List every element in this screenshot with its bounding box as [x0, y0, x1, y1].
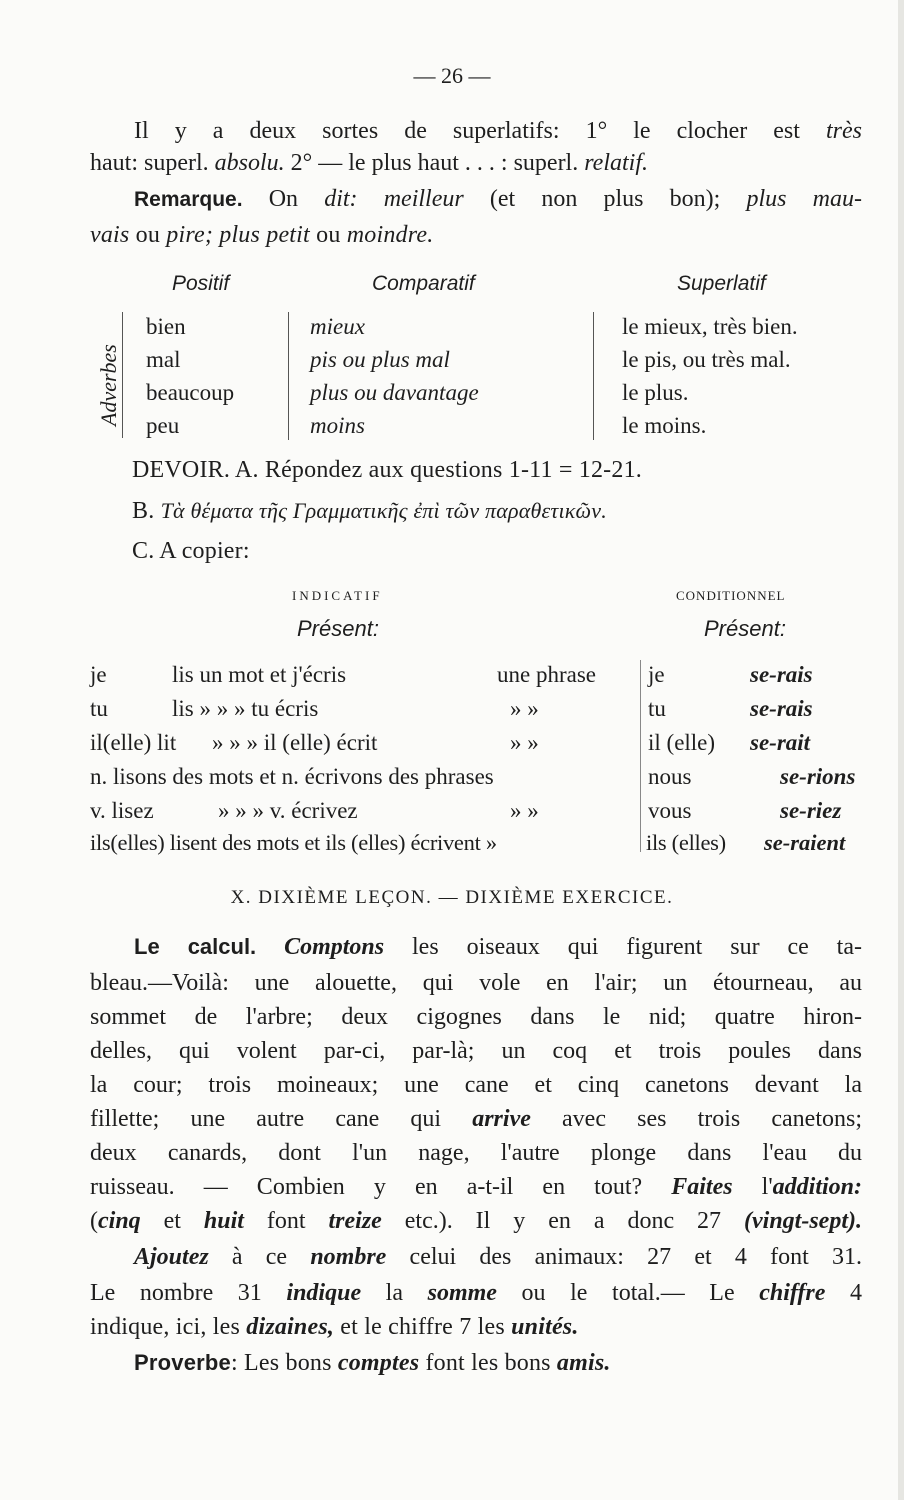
page-edge [898, 0, 904, 1500]
superlatif-moins: le moins. [622, 413, 707, 438]
remarque-line-2: vais ou pire; plus petit ou moindre. [90, 222, 434, 248]
column-divider-2 [593, 312, 594, 440]
superlatif-pis: le pis, ou très mal. [622, 347, 791, 372]
conj-row-nous-p: nous [648, 764, 692, 789]
conj-row-tu-a: tu [90, 696, 108, 721]
calcul-line-9: (cinq et huit font treize etc.). Il y en a donc 27 (vingt-sept). [90, 1208, 862, 1234]
calcul-line-7: deux canards, dont l'un nage, l'autre plonge dans l'eau du [90, 1140, 862, 1166]
conj-row-il-a: il(elle) lit [90, 730, 177, 755]
mode-conditionnel: CONDITIONNEL [676, 588, 786, 603]
conj-divider [640, 660, 641, 852]
page-number: — 26 — [413, 63, 491, 88]
conj-row-nous-a: n. lisons des mots et n. écrivons des phrases [90, 764, 494, 789]
proverbe-line: Proverbe: Les bons comptes font les bons amis. [134, 1350, 611, 1376]
conj-row-je-a: je [90, 662, 107, 687]
conj-row-tu-v: se-rais [750, 696, 813, 721]
conj-row-ils-v: se-raient [764, 830, 846, 855]
conj-row-tu-p: tu [648, 696, 666, 721]
comparatif-pis: pis ou plus mal [310, 347, 450, 372]
conj-row-tu-b: lis » » » tu écris [172, 696, 319, 721]
tense-indicatif: Présent: [297, 616, 379, 641]
header-positif: Positif [172, 272, 230, 295]
conj-row-vous-a: v. lisez [90, 798, 154, 823]
intro-line-2: haut: superl. absolu. 2° — le plus haut . . . : superl. relatif. [90, 150, 649, 176]
comparatif-moins: moins [310, 413, 365, 438]
calcul-line-6: fillette; une autre cane qui arrive avec ses trois canetons; [90, 1106, 862, 1132]
conj-row-il-b: » » » il (elle) écrit [212, 730, 378, 755]
comparatif-plus: plus ou davantage [310, 380, 479, 405]
conj-row-ils-a: ils(elles) lisent des mots et ils (elles) écrivent » [90, 830, 497, 855]
conj-row-il-v: se-rait [750, 730, 811, 755]
lesson-heading: X. DIXIÈME LEÇON. — DIXIÈME EXERCICE. [230, 887, 674, 908]
positif-peu: peu [146, 413, 180, 438]
header-superlatif: Superlatif [677, 272, 766, 295]
conj-row-vous-v: se-riez [780, 798, 842, 823]
mode-indicatif: INDICATIF [292, 588, 383, 603]
intro-line-1: Il y a deux sortes de superlatifs: 1° le clocher est très [134, 118, 862, 144]
conj-row-je-c: une phrase [497, 662, 596, 687]
tense-conditionnel: Présent: [704, 616, 786, 641]
devoir-c: C. A copier: [132, 538, 250, 564]
calcul-line-11: Le nombre 31 indique la somme ou le total.— Le chiffre 4 [90, 1280, 863, 1306]
conj-row-il-c: » » [510, 730, 539, 755]
header-comparatif: Comparatif [372, 272, 475, 295]
conj-row-je-v: se-rais [750, 662, 813, 687]
calcul-line-8: ruisseau. — Combien y en a-t-il en tout? Faites l'addition: [90, 1174, 862, 1200]
superlatif-mieux: le mieux, très bien. [622, 314, 798, 339]
adverbes-side-label: Adverbes [96, 344, 121, 426]
conj-row-nous-v: se-rions [780, 764, 856, 789]
conj-row-vous-c: » » [510, 798, 539, 823]
conj-row-vous-p: vous [648, 798, 692, 823]
brace-line [122, 312, 123, 438]
conj-row-vous-b: » » » v. écrivez [218, 798, 358, 823]
remarque-label: Remarque. [134, 188, 243, 211]
remarque-line-1: Remarque. On dit: meilleur (et non plus bon); plus mau- [134, 186, 862, 212]
conj-row-ils-p: ils (elles) [646, 830, 726, 855]
column-divider-1 [288, 312, 289, 440]
devoir-a: DEVOIR. A. Répondez aux questions 1-11 = 12-21. [132, 457, 642, 483]
calcul-line-1: Le calcul. Comptons les oiseaux qui figurent sur ce ta- [134, 934, 862, 960]
conj-row-je-b: lis un mot et j'écris [172, 662, 347, 687]
positif-beaucoup: beaucoup [146, 380, 235, 405]
calcul-line-3: sommet de l'arbre; deux cigognes dans le nid; quatre hiron- [90, 1004, 862, 1030]
devoir-b: B. Τὰ θέματα τῆς Γραμματικῆς ἐπὶ τῶν παραθετικῶν. [132, 498, 607, 524]
conj-row-tu-c: » » [510, 696, 539, 721]
calcul-line-4: delles, qui volent par-ci, par-là; un coq et trois poules dans [90, 1038, 862, 1064]
proverbe-label: Proverbe [134, 1350, 231, 1375]
calcul-line-12: indique, ici, les dizaines, et le chiffre 7 les unités. [90, 1314, 579, 1340]
comparatif-mieux: mieux [310, 314, 365, 339]
calcul-label: Le calcul. [134, 934, 257, 959]
conj-row-je-p: je [648, 662, 665, 687]
calcul-line-5: la cour; trois moineaux; une cane et cinq canetons devant la [90, 1072, 862, 1098]
superlatif-plus: le plus. [622, 380, 689, 405]
positif-mal: mal [146, 347, 181, 372]
conj-row-il-p: il (elle) [648, 730, 716, 755]
calcul-line-2: bleau.—Voilà: une alouette, qui vole en l'air; un étourneau, au [90, 970, 862, 996]
calcul-line-10: Ajoutez à ce nombre celui des animaux: 27 et 4 font 31. [134, 1244, 862, 1270]
positif-bien: bien [146, 314, 186, 339]
